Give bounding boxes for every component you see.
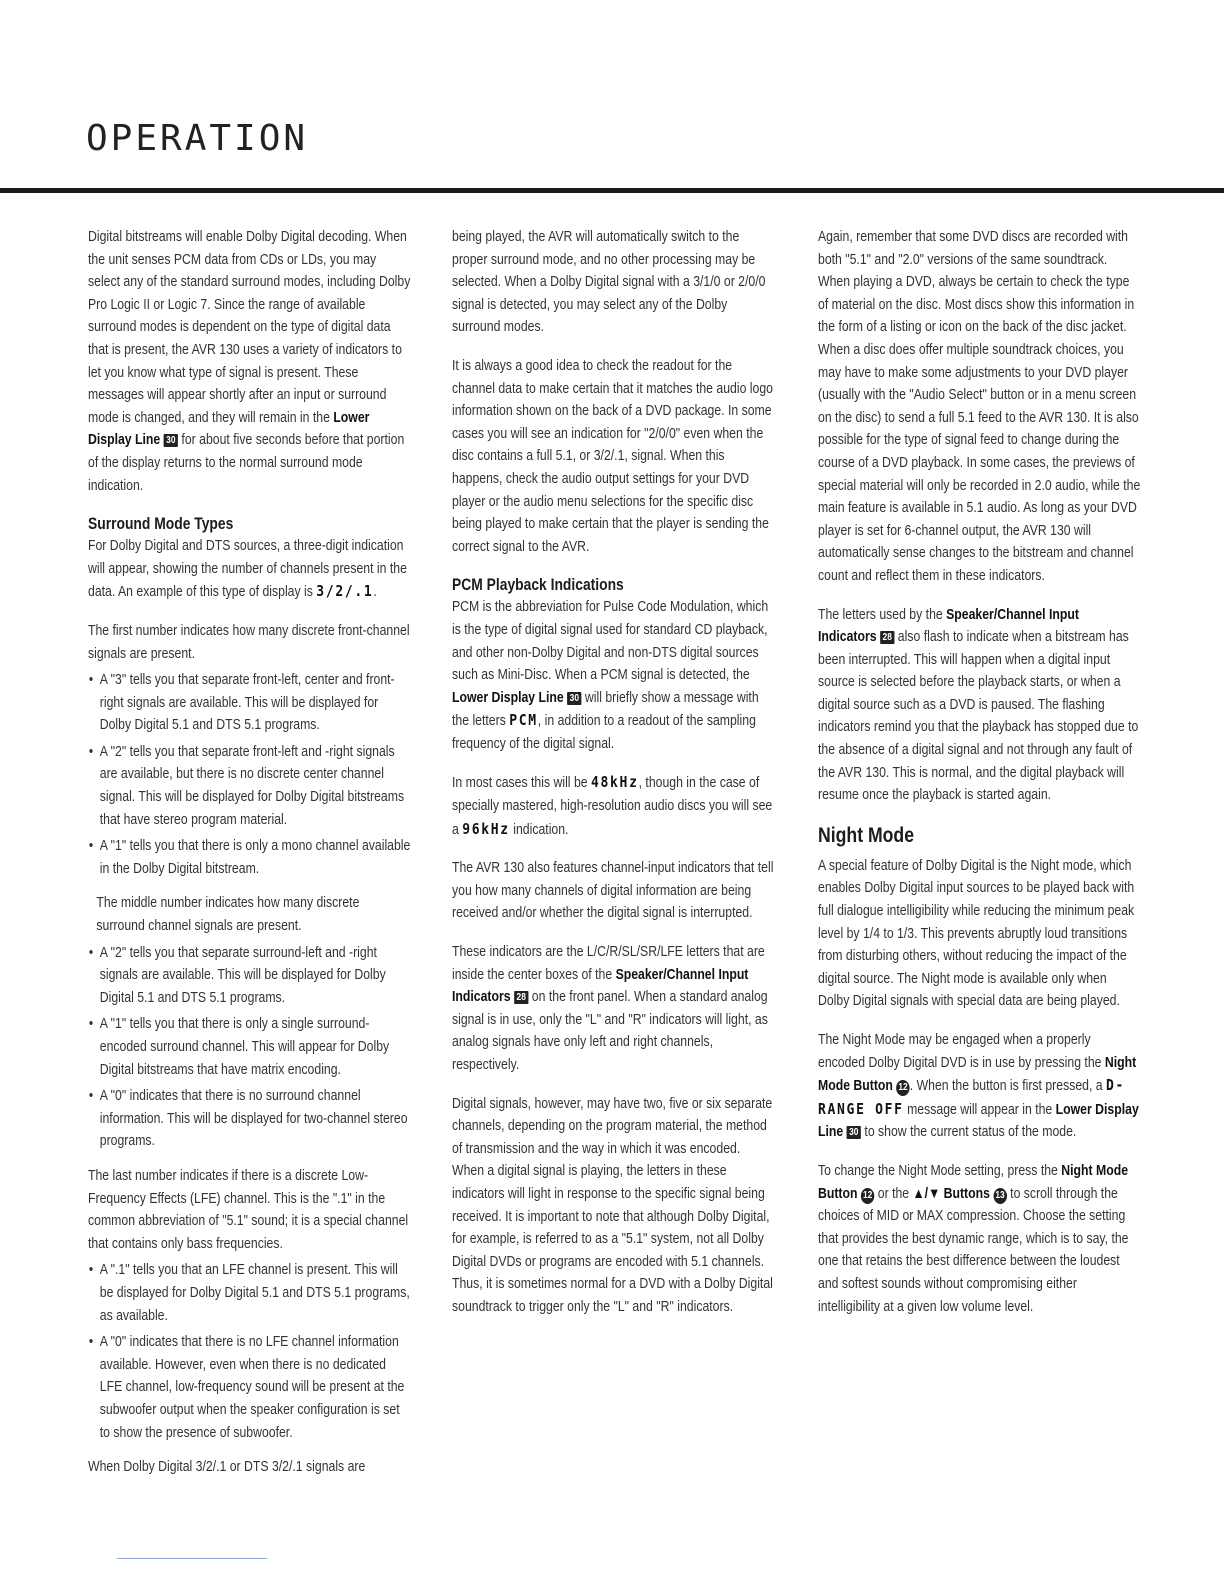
paragraph: The middle number indicates how many discrete surround channel signals are present. (96, 895, 360, 935)
column-1 (88, 226, 411, 1495)
paragraph: being played, the AVR will automatically switch to the proper surround mode, and no other processing may be selected. When a Dolby Digital signal with a 3/1/0 or 2/0/0 signal is detected, you may select any of the Dolby surround modes. (452, 229, 766, 336)
display-readout: 3/2/.1 (316, 582, 374, 601)
paragraph: PCM is the abbreviation for Pulse Code Modulation, which is the type of digital signal used for standard CD playback, and other non-Dolby Digital and non-DTS digital sources such as Mini-Disc. When a PCM signal is detected, the Lower Display Line 30 will briefly show a message with the letters PCM, in addition to a readout of the sampling frequency of the digital signal. (452, 599, 769, 752)
display-readout: 96kHz (462, 819, 510, 838)
night-mode-button-ref: Night Mode Button (818, 1054, 1137, 1095)
callout-badge: 28 (880, 631, 894, 644)
callout-badge: 30 (847, 1126, 861, 1139)
paragraph: For Dolby Digital and DTS sources, a three-digit indication will appear, showing the number of channels present in the data. An example of this type of display is 3/2/.1. (88, 538, 407, 601)
lower-display-line-ref: Lower Display Line (452, 689, 564, 706)
callout-badge: 30 (164, 434, 178, 447)
paragraph: Digital bitstreams will enable Dolby Digital decoding. When the unit senses PCM data from CDs or LDs, you may select any of the standard surround modes, including Dolby Pro Logic II or Logic 7. Since the range of available surround modes is dependent on the type of digital data that is present, the AVR 130 uses a variety of indicators to let you know what type of signal is present. These messages will appear shortly after an input or surround mode is changed, and they will remain in the Lower Display Line 30 for about five seconds before that portion of the display returns to the normal surround mode indication. (88, 229, 411, 494)
page-title: OPERATION (86, 118, 309, 159)
list-item: • A "2" tells you that separate front-left and -right signals are available, but there is no discrete center channel signal. This will be displayed for Dolby Digital bitstreams that have stereo program material. (88, 741, 411, 831)
paragraph: Again, remember that some DVD discs are recorded with both "5.1" and "2.0" versions of the same soundtrack. When playing a DVD, always be certain to check the type of material on the disc. Most discs show this information in the form of a listing or icon on the back of the disc jacket. When a disc does offer multiple soundtrack choices, you may have to make some adjustments to your DVD player (usually with the "Audio Select" button or in a menu screen on the disc) to send a full 5.1 feed to the AVR 130. It is also possible for the type of signal feed to change during the course of a DVD playback. In some cases, the previews of special material will only be recorded in 2.0 audio, while the main feature is available in 5.1 audio. As long as your DVD player is set for 6-channel output, the AVR 130 will automatically sense changes to the bitstream and channel count and reflect them in these indicators. (818, 229, 1141, 584)
list-item: • A "1" tells you that there is only a single surround-encoded surround channel. This will appear for Dolby Digital bitstreams that have matrix encoding. (88, 1013, 411, 1081)
display-readout: D-RANGE OFF (818, 1076, 1126, 1118)
speaker-channel-indicators-ref: Speaker/Channel Input Indicators (818, 606, 1079, 646)
lower-display-line-ref: Lower Display Line (88, 409, 370, 449)
paragraph: A special feature of Dolby Digital is the Night mode, which enables Dolby Digital input sources to be played back with full dialogue intelligibility while reducing the minimum peak level by 1/4 to 1/3. This prevents abruptly loud transitions from disturbing others, without reducing the impact of the digital source. The Night mode is available only when Dolby Digital signals with special data are being played. (818, 857, 1135, 1010)
section-heading: Surround Mode Types (88, 515, 234, 534)
column-2 (452, 226, 775, 1335)
bullet-list (88, 669, 411, 880)
paragraph: The last number indicates if there is a discrete Low-Frequency Effects (LFE) channel. This is the ".1" in the common abbreviation of "5.1" sound; it is a special channel that contains only bass frequencies. (88, 1167, 409, 1252)
callout-badge: 28 (514, 991, 528, 1004)
footer-rule (117, 1558, 267, 1559)
callout-badge: 13 (993, 1188, 1006, 1204)
paragraph: The Night Mode may be engaged when a properly encoded Dolby Digital DVD is in use by pressing the Night Mode Button 12 . When the button is first pressed, a D-RANGE OFF message will appear in the Lower Display Line 30 to show the current status of the mode. (818, 1032, 1139, 1141)
list-item: • A "0" indicates that there is no surround channel information. This will be displayed for two-channel stereo programs. (88, 1085, 411, 1153)
paragraph: The letters used by the Speaker/Channel Input Indicators 28 also flash to indicate when a bitstream has been interrupted. This will happen when a digital input source is selected before the playback starts, or when a digital source such as a DVD is paused. The flashing indicators remind you that the playback has stopped due to the absence of a digital signal and not through any fault of the AVR 130. This is normal, and the digital playback will resume once the playback is started again. (818, 606, 1139, 804)
paragraph: In most cases this will be 48kHz, though in the case of specially mastered, high-resolution audio discs you will see a 96kHz indication. (452, 773, 773, 838)
paragraph: When Dolby Digital 3/2/.1 or DTS 3/2/.1 signals are (88, 1459, 366, 1476)
paragraph: The AVR 130 also features channel-input indicators that tell you how many channels of digital information are being received and/or whether the digital signal is interrupted. (452, 860, 774, 922)
list-item: • A "2" tells you that separate surround-left and -right signals are available. This will be displayed for Dolby Digital 5.1 and DTS 5.1 programs. (88, 942, 411, 1010)
bullet-list (88, 942, 411, 1153)
list-item: • A ".1" tells you that an LFE channel is present. This will be displayed for Dolby Digital 5.1 and DTS 5.1 programs, as available. (88, 1259, 411, 1327)
callout-badge: 30 (567, 692, 581, 705)
up-down-buttons-ref: ▲/▼ Buttons (912, 1185, 990, 1202)
paragraph: To change the Night Mode setting, press the Night Mode Button 12 or the ▲/▼ Buttons 13 to scroll through the choices of MID or MAX compression. Choose the setting that provides the best dynamic range, which is to say, the one that retains the best difference between the loudest and softest sounds without compromising either intelligibility at a given low volume level. (818, 1162, 1129, 1315)
header-rule (0, 188, 1224, 193)
list-item: • A "1" tells you that there is only a mono channel available in the Dolby Digital bitstream. (88, 835, 411, 880)
speaker-channel-indicators-ref: Speaker/Channel Input Indicators (452, 966, 749, 1006)
callout-badge: 12 (861, 1188, 874, 1204)
night-mode-button-ref: Night Mode Button (818, 1162, 1129, 1202)
display-readout: PCM (509, 711, 538, 730)
paragraph: The first number indicates how many discrete front-channel signals are present. (88, 622, 410, 662)
bullet-list (88, 1259, 411, 1444)
paragraph: It is always a good idea to check the readout for the channel data to make certain that it matches the audio logo information shown on the back of a DVD package. In some cases you will see an indication for "2/0/0" even when the disc contains a full 5.1, or 3/2/.1, signal. When this happens, check the audio output settings for your DVD player or the audio menu selections for the specific disc being played to make certain that the player is sending the correct signal to the AVR. (452, 357, 773, 555)
display-readout: 48kHz (590, 773, 639, 792)
column-3 (818, 226, 1141, 1334)
lower-display-line-ref: Lower Display Line (818, 1101, 1139, 1141)
list-item: • A "0" indicates that there is no LFE channel information available. However, even when there is no dedicated LFE channel, low-frequency sound will be present at the subwoofer output when the speaker configuration is set to show the presence of subwoofer. (88, 1331, 411, 1444)
paragraph: These indicators are the L/C/R/SL/SR/LFE letters that are inside the center boxes of the Speaker/Channel Input Indicators 28 on the front panel. When a standard analog signal is in use, only the "L" and "R" indicators will light, as analog signals have only left and right channels, respectively. (452, 944, 768, 1073)
list-item: • A "3" tells you that separate front-left, center and front-right signals are available. This will be displayed for Dolby Digital 5.1 and DTS 5.1 programs. (88, 669, 411, 737)
callout-badge: 12 (896, 1080, 909, 1096)
paragraph: Digital signals, however, may have two, five or six separate channels, depending on the program material, the method of transmission and the way in which it was encoded. When a digital signal is playing, the letters in these indicators will light in response to the specific signal being received. It is important to note that although Dolby Digital, for example, is referred to as a "5.1" system, not all Dolby Digital DVDs or programs are encoded with 5.1 channels. Thus, it is sometimes normal for a DVD with a Dolby Digital soundtrack to trigger only the "L" and "R" indicators. (452, 1095, 773, 1315)
section-heading: Night Mode (818, 823, 915, 847)
section-heading: PCM Playback Indications (452, 576, 624, 595)
